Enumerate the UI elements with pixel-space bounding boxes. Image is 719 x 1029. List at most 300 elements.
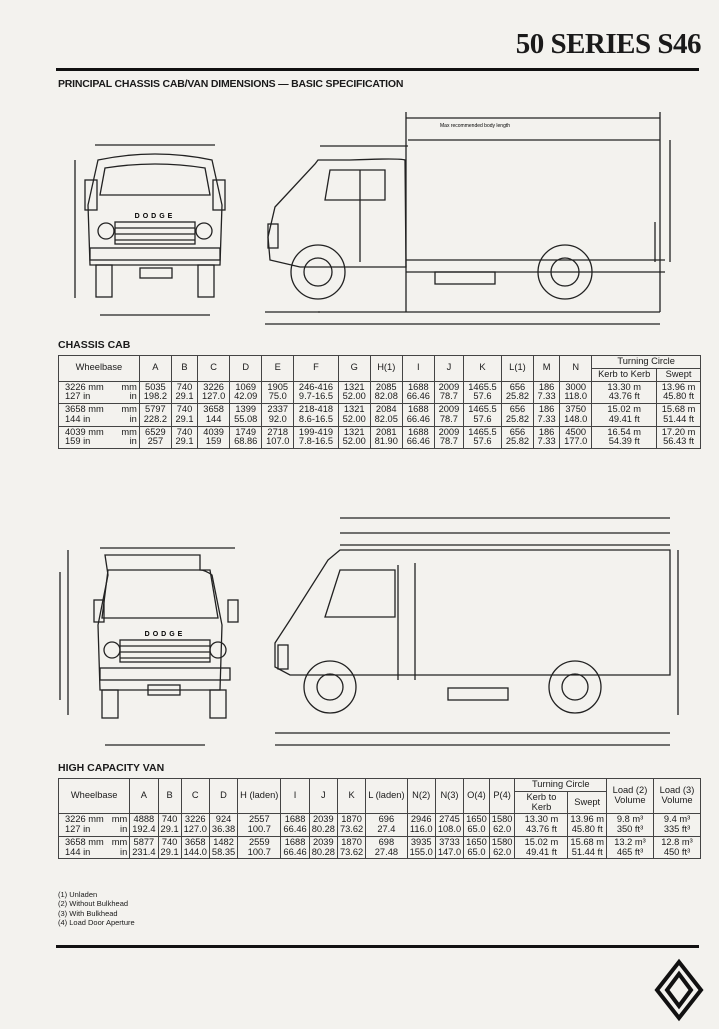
table-row: [59, 381, 701, 404]
value-metric: 2039: [312, 814, 334, 825]
value-imperial: 73.62: [339, 824, 364, 834]
dimension-cell: [139, 404, 171, 427]
value-imperial: 29.1: [175, 391, 194, 402]
value-imperial: 155.0: [409, 846, 433, 857]
turning-circle-header: Turning Circle: [592, 356, 701, 369]
value-metric: 2009: [438, 381, 460, 392]
column-header: E: [262, 356, 294, 382]
value-metric: 1069: [235, 381, 257, 392]
column-header: N(2): [407, 779, 435, 814]
dimension-cell: [338, 404, 370, 427]
dimension-cell: [130, 814, 158, 837]
dimension-cell: [657, 381, 701, 404]
footnotes: [58, 890, 135, 928]
column-header: O(4): [464, 779, 490, 814]
dimension-cell: [560, 404, 592, 427]
wheelbase-cell: [59, 381, 140, 404]
unit-label: in: [129, 413, 137, 424]
dimension-cell: [337, 814, 365, 837]
dimension-cell: [130, 836, 158, 859]
value-metric: 740: [176, 426, 193, 437]
value-imperial: 148.0: [564, 413, 588, 424]
unit-label: in: [129, 391, 137, 402]
value-metric: 1321: [343, 426, 365, 437]
page-subtitle: PRINCIPAL CHASSIS CAB/VAN DIMENSIONS — BASIC SPECIFICATION: [58, 78, 404, 90]
value-imperial: 465 ft³: [616, 846, 644, 857]
value-metric: 696: [378, 814, 395, 825]
dimension-cell: [560, 426, 592, 449]
value-metric: 1399: [235, 404, 257, 414]
wheelbase-in: 159 in: [65, 436, 91, 447]
dimension-cell: [464, 836, 490, 859]
column-header: D: [209, 779, 237, 814]
value-imperial: 116.0: [409, 824, 433, 834]
dimension-cell: [489, 836, 515, 859]
value-imperial: 43.76 ft: [608, 391, 640, 402]
value-imperial: 7.8-16.5: [298, 436, 334, 447]
value-metric: 3226: [203, 381, 224, 392]
value-metric: 15.68 m: [570, 836, 604, 847]
value-metric: 740: [161, 836, 178, 847]
dimension-cell: [198, 381, 230, 404]
dimension-cell: [402, 381, 434, 404]
turning-circle-subheader: Kerb to Kerb: [592, 368, 657, 381]
value-metric: 656: [509, 426, 526, 437]
wheelbase-imperial: [65, 437, 137, 447]
dimension-cell: [181, 814, 209, 837]
value-metric: 2085: [375, 381, 397, 392]
dimension-cell: [407, 814, 435, 837]
unit-label: in: [120, 824, 128, 834]
value-metric: 1688: [407, 404, 429, 414]
dimension-cell: [402, 404, 434, 427]
column-header: Wheelbase: [59, 356, 140, 382]
value-metric: 2559: [248, 836, 270, 847]
value-metric: 3000: [565, 381, 587, 392]
footnote: (2) Without Bulkhead: [58, 899, 129, 909]
column-header: J: [434, 356, 463, 382]
value-imperial: 127.0: [202, 391, 226, 402]
dimension-cell: [560, 381, 592, 404]
value-imperial: 257: [147, 436, 164, 447]
value-metric: 2081: [375, 426, 397, 437]
value-imperial: 27.48: [374, 846, 399, 857]
value-metric: 656: [509, 404, 526, 414]
value-imperial: 82.08: [374, 391, 398, 402]
value-metric: 740: [161, 814, 178, 825]
dimension-cell: [230, 404, 262, 427]
dimension-cell: [181, 836, 209, 859]
value-imperial: 25.82: [505, 413, 530, 424]
unit-label: mm: [121, 404, 137, 414]
column-header: N: [560, 356, 592, 382]
value-imperial: 335 ft³: [663, 824, 691, 834]
column-header: L (laden): [366, 779, 407, 814]
value-imperial: 58.35: [211, 846, 236, 857]
value-metric: 1580: [491, 814, 513, 825]
header-rule: [56, 68, 699, 71]
value-metric: 698: [378, 836, 395, 847]
dimension-cell: [515, 836, 568, 859]
value-metric: 1650: [466, 836, 487, 847]
value-imperial: 92.0: [268, 413, 287, 424]
page-title: 50 SERIES S46: [515, 28, 701, 60]
dimension-cell: [464, 381, 502, 404]
value-imperial: 144.0: [183, 846, 207, 857]
value-imperial: 27.4: [377, 824, 396, 834]
dimension-cell: [654, 836, 701, 859]
value-metric: 15.68 m: [661, 404, 696, 414]
dimension-cell: [434, 381, 463, 404]
value-imperial: 56.43 ft: [663, 436, 695, 447]
value-metric: 4888: [133, 814, 155, 825]
value-metric: 1650: [466, 814, 487, 825]
column-header: P(4): [489, 779, 515, 814]
value-metric: 17.20 m: [661, 426, 696, 437]
unit-label: in: [120, 846, 128, 857]
value-imperial: 62.0: [493, 824, 512, 834]
value-imperial: 49.41 ft: [608, 413, 640, 424]
value-imperial: 57.6: [473, 391, 492, 402]
turning-circle-subheader: Swept: [657, 368, 701, 381]
value-imperial: 198.2: [143, 391, 167, 402]
chassis-cab-front-view: [60, 130, 250, 330]
table-row: [59, 404, 701, 427]
dimension-cell: [262, 381, 294, 404]
value-metric: 246-416: [298, 381, 334, 392]
footnote: (3) With Bulkhead: [58, 908, 118, 918]
value-metric: 1688: [284, 836, 306, 847]
value-imperial: 78.7: [439, 413, 458, 424]
wheelbase-in: 144 in: [65, 846, 91, 857]
turning-circle-subheader: Kerb to Kerb: [515, 791, 568, 814]
turning-circle-header: Turning Circle: [515, 779, 607, 792]
van-side-view: [270, 515, 700, 755]
value-metric: 1749: [235, 426, 257, 437]
column-header: A: [139, 356, 171, 382]
value-imperial: 7.33: [537, 413, 556, 424]
dimension-cell: [171, 404, 197, 427]
value-metric: 2557: [248, 814, 270, 825]
brand-logo-icon: [654, 960, 704, 1020]
value-imperial: 7.33: [537, 436, 556, 447]
dimension-cell: [592, 404, 657, 427]
value-metric: 15.02 m: [607, 404, 641, 414]
value-metric: 924: [215, 814, 232, 825]
value-imperial: 127.0: [183, 824, 207, 834]
value-metric: 2009: [438, 426, 460, 437]
dimension-cell: [294, 426, 338, 449]
value-metric: 6529: [145, 426, 166, 437]
dimension-cell: [198, 426, 230, 449]
value-metric: 2039: [312, 836, 334, 847]
dimension-cell: [657, 426, 701, 449]
column-header: F: [294, 356, 338, 382]
column-header: A: [130, 779, 158, 814]
column-header: N(3): [435, 779, 463, 814]
value-imperial: 51.44 ft: [663, 413, 695, 424]
value-imperial: 62.0: [493, 846, 512, 857]
dimension-cell: [230, 426, 262, 449]
table-header-row: [59, 356, 701, 369]
value-metric: 9.8 m³: [616, 814, 644, 825]
value-metric: 12.8 m³: [661, 836, 693, 847]
value-metric: 1321: [343, 381, 365, 392]
value-metric: 3733: [439, 836, 460, 847]
dimension-cell: [171, 381, 197, 404]
column-header: I: [402, 356, 434, 382]
wheelbase-imperial: [65, 848, 127, 858]
column-header: D: [230, 356, 262, 382]
value-imperial: 177.0: [564, 436, 588, 447]
footnote: (1) Unladen: [58, 890, 98, 899]
dimension-cell: [262, 426, 294, 449]
column-header: C: [181, 779, 209, 814]
value-metric: 13.30 m: [524, 814, 559, 825]
value-imperial: 78.7: [439, 391, 458, 402]
value-metric: 1688: [407, 426, 429, 437]
value-imperial: 350 ft³: [616, 824, 644, 834]
wheelbase-in: 127 in: [65, 824, 91, 834]
column-header: H(1): [370, 356, 402, 382]
value-imperial: 73.62: [339, 846, 364, 857]
unit-label: mm: [111, 836, 128, 847]
wheelbase-mm: 3226 mm: [65, 814, 104, 825]
value-imperial: 45.80 ft: [571, 824, 603, 834]
value-metric: 1321: [343, 404, 365, 414]
load-volume-header: Load (3) Volume: [654, 779, 701, 814]
dimension-cell: [338, 426, 370, 449]
value-metric: 186: [538, 381, 555, 392]
value-imperial: 52.00: [342, 436, 366, 447]
value-imperial: 66.46: [406, 413, 430, 424]
value-imperial: 49.41 ft: [525, 846, 557, 857]
value-metric: 9.4 m³: [663, 814, 691, 825]
wheelbase-cell: [59, 426, 140, 449]
dimension-cell: [464, 404, 502, 427]
value-imperial: 450 ft³: [663, 846, 691, 857]
column-header: B: [171, 356, 197, 382]
unit-label: mm: [121, 381, 137, 392]
value-metric: 2009: [438, 404, 460, 414]
van-front-view: [60, 540, 250, 760]
value-imperial: 25.82: [505, 391, 530, 402]
column-header: B: [158, 779, 181, 814]
dimension-cell: [337, 836, 365, 859]
value-imperial: 82.05: [374, 413, 398, 424]
value-imperial: 75.0: [268, 391, 287, 402]
chassis-cab-table: [58, 355, 701, 449]
dimension-cell: [366, 836, 407, 859]
turning-circle-subheader: Swept: [568, 791, 607, 814]
value-imperial: 108.0: [437, 824, 462, 834]
value-metric: 3750: [565, 404, 587, 414]
dimension-cell: [657, 404, 701, 427]
van-table: [58, 778, 701, 859]
value-imperial: 25.82: [505, 436, 530, 447]
dimension-cell: [238, 836, 281, 859]
dimension-cell: [607, 836, 654, 859]
dimension-cell: [515, 814, 568, 837]
footer-rule: [56, 945, 699, 948]
value-imperial: 66.46: [283, 846, 307, 857]
dimension-cell: [230, 381, 262, 404]
value-metric: 2337: [267, 404, 289, 414]
value-metric: 3226: [184, 814, 206, 825]
value-metric: 186: [538, 426, 555, 437]
dimension-cell: [209, 814, 237, 837]
value-imperial: 54.39 ft: [608, 436, 640, 447]
value-imperial: 231.4: [132, 846, 156, 857]
dimension-cell: [370, 404, 402, 427]
value-imperial: 66.46: [406, 436, 430, 447]
value-metric: 2745: [439, 814, 460, 825]
dimension-cell: [309, 814, 337, 837]
dimension-cell: [464, 814, 490, 837]
dimension-cell: [464, 426, 502, 449]
dimension-cell: [501, 404, 533, 427]
dimension-cell: [262, 404, 294, 427]
value-metric: 1688: [284, 814, 306, 825]
column-header: K: [464, 356, 502, 382]
value-metric: 13.96 m: [570, 814, 604, 825]
dimension-cell: [139, 426, 171, 449]
grille-badge-text: DODGE: [134, 213, 176, 220]
value-imperial: 66.46: [406, 391, 430, 402]
table-row: [59, 426, 701, 449]
value-metric: 3658: [203, 404, 224, 414]
value-imperial: 159: [205, 436, 222, 447]
dimension-cell: [294, 381, 338, 404]
value-imperial: 42.09: [234, 391, 258, 402]
dimension-cell: [366, 814, 407, 837]
dimension-cell: [238, 814, 281, 837]
dimension-cell: [338, 381, 370, 404]
value-imperial: 100.7: [247, 824, 271, 834]
value-metric: 5035: [145, 381, 166, 392]
load-volume-header: Load (2) Volume: [607, 779, 654, 814]
dimension-cell: [370, 381, 402, 404]
value-metric: 1580: [491, 836, 513, 847]
value-metric: 1870: [341, 836, 362, 847]
dimension-cell: [158, 836, 181, 859]
value-imperial: 57.6: [473, 436, 492, 447]
dimension-cell: [501, 381, 533, 404]
value-imperial: 7.33: [537, 391, 556, 402]
value-metric: 13.2 m³: [614, 836, 646, 847]
dimension-cell: [501, 426, 533, 449]
value-imperial: 52.00: [342, 391, 366, 402]
dimension-cell: [281, 836, 309, 859]
value-metric: 1465.5: [468, 404, 497, 414]
wheelbase-imperial: [65, 392, 137, 402]
chassis-cab-side-view: [260, 112, 680, 334]
value-imperial: 118.0: [564, 391, 587, 402]
wheelbase-mm: 3658 mm: [65, 836, 104, 847]
wheelbase-mm: 3226 mm: [65, 381, 104, 392]
value-metric: 656: [509, 381, 526, 392]
value-imperial: 29.1: [175, 436, 194, 447]
value-imperial: 8.6-16.5: [298, 413, 334, 424]
column-header: K: [337, 779, 365, 814]
wheelbase-imperial: [65, 415, 137, 425]
value-imperial: 65.0: [467, 824, 486, 834]
dimension-cell: [654, 814, 701, 837]
value-metric: 3658: [184, 836, 206, 847]
table-header-row: [59, 779, 701, 792]
dimension-cell: [568, 814, 607, 837]
value-metric: 2946: [410, 814, 432, 825]
value-metric: 1688: [407, 381, 429, 392]
value-imperial: 144: [205, 413, 222, 424]
value-metric: 740: [176, 404, 193, 414]
max-body-length-label: Max recommended body length: [440, 123, 511, 129]
value-metric: 13.96 m: [661, 381, 696, 392]
value-metric: 5877: [133, 836, 155, 847]
column-header: Wheelbase: [59, 779, 130, 814]
dimension-cell: [533, 404, 559, 427]
value-imperial: 66.46: [283, 824, 307, 834]
value-imperial: 43.76 ft: [525, 824, 557, 834]
value-imperial: 55.08: [234, 413, 258, 424]
column-header: J: [309, 779, 337, 814]
value-metric: 13.30 m: [607, 381, 641, 392]
value-imperial: 81.90: [374, 436, 398, 447]
value-metric: 5797: [145, 404, 166, 414]
van-label: HIGH CAPACITY VAN: [58, 762, 165, 774]
wheelbase-mm: 4039 mm: [65, 426, 104, 437]
dimension-cell: [370, 426, 402, 449]
value-imperial: 52.00: [342, 413, 366, 424]
value-metric: 218-418: [298, 404, 334, 414]
value-imperial: 51.44 ft: [571, 846, 603, 857]
value-imperial: 80.28: [311, 846, 335, 857]
value-metric: 1465.5: [468, 426, 497, 437]
value-imperial: 100.7: [247, 846, 271, 857]
dimension-cell: [533, 426, 559, 449]
footnote: (4) Load Door Aperture: [58, 918, 135, 928]
dimension-cell: [281, 814, 309, 837]
column-header: G: [338, 356, 370, 382]
value-metric: 1870: [341, 814, 362, 825]
wheelbase-imperial: [65, 825, 127, 835]
dimension-cell: [435, 836, 463, 859]
dimension-cell: [407, 836, 435, 859]
unit-label: in: [129, 436, 137, 447]
value-imperial: 9.7-16.5: [298, 391, 334, 402]
wheelbase-cell: [59, 404, 140, 427]
value-imperial: 78.7: [439, 436, 458, 447]
column-header: I: [281, 779, 309, 814]
wheelbase-mm: 3658 mm: [65, 404, 104, 414]
dimension-cell: [592, 426, 657, 449]
value-metric: 740: [176, 381, 193, 392]
value-metric: 3935: [410, 836, 432, 847]
column-header: M: [533, 356, 559, 382]
column-header: L(1): [501, 356, 533, 382]
value-imperial: 45.80 ft: [663, 391, 695, 402]
dimension-cell: [607, 814, 654, 837]
value-metric: 4039: [203, 426, 224, 437]
value-imperial: 192.4: [132, 824, 156, 834]
column-header: H (laden): [238, 779, 281, 814]
table-row: [59, 814, 701, 837]
dimension-cell: [198, 404, 230, 427]
value-metric: 1905: [267, 381, 289, 392]
value-metric: 4500: [565, 426, 587, 437]
wheelbase-cell: [59, 814, 130, 837]
value-metric: 199-419: [298, 426, 334, 437]
